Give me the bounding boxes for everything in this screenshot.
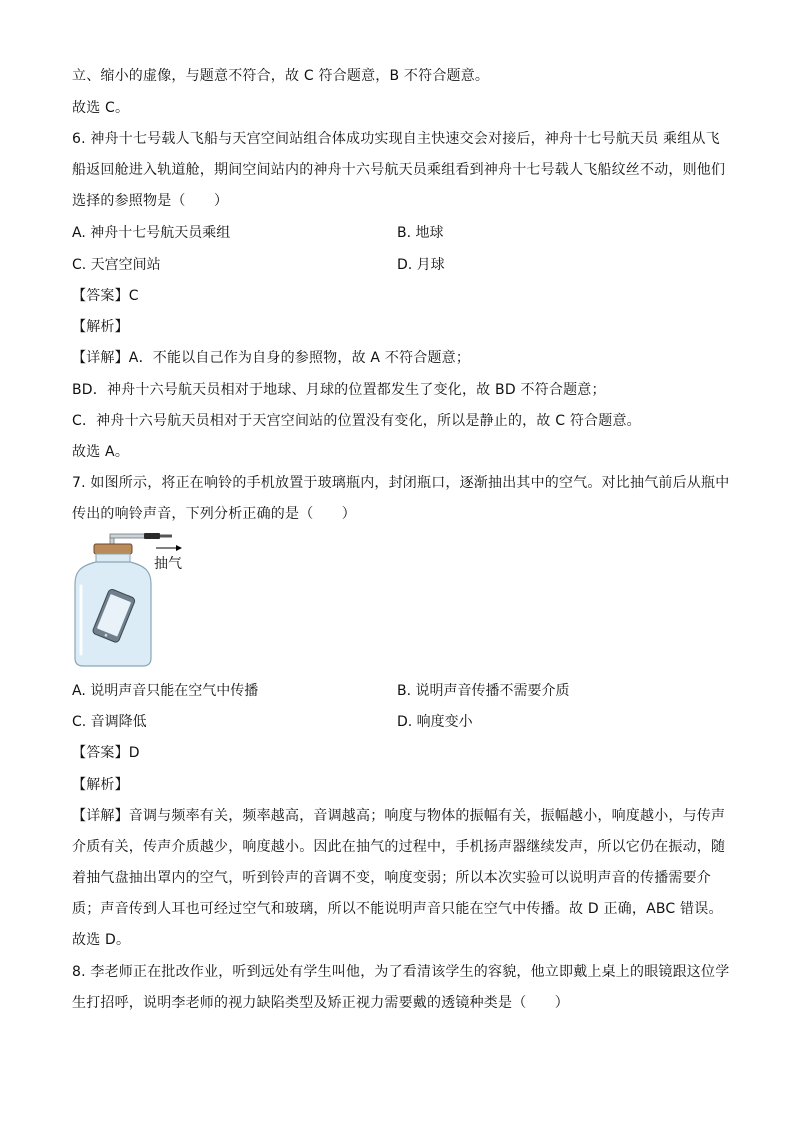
- text-line: 【详解】A．不能以自己作为自身的参照物，故 A 不符合题意；: [72, 350, 471, 366]
- text-line: 故选 D。: [72, 932, 131, 948]
- bell-jar-illustration: [70, 530, 200, 670]
- q7-option-a: A. 说明声音只能在空气中传播: [72, 683, 259, 699]
- analysis-label: 【解析】: [72, 777, 129, 793]
- text-line: 介质有关，传声介质越少，响度越小。因此在抽气的过程中，手机扬声器继续发声，所以它仍在振动，随: [72, 839, 726, 855]
- text-line: 着抽气盘抽出罩内的空气，听到铃声的音调不变，响度变弱；所以本次实验可以说明声音的传播需要介: [72, 870, 711, 886]
- question-6-stem: 6. 神舟十七号载人飞船与天宫空间站组合体成功实现自主快速交会对接后，神舟十七号航天员 乘组从飞: [72, 131, 720, 147]
- text-line: 立、缩小的虚像，与题意不符合，故 C 符合题意，B 不符合题意。: [72, 68, 490, 84]
- figure-label: 抽气: [154, 556, 182, 572]
- q7-option-b: B. 说明声音传播不需要介质: [397, 683, 570, 699]
- text-line: 质；声音传到人耳也可经过空气和玻璃，所以不能说明声音只能在空气中传播。故 D 正确，ABC 错误。: [72, 901, 723, 917]
- answer-label: 【答案】D: [72, 745, 140, 761]
- q7-option-d: D. 响度变小: [397, 714, 473, 730]
- bell-jar-figure: [70, 530, 200, 670]
- question-7-stem: 7. 如图所示，将正在响铃的手机放置于玻璃瓶内，封闭瓶口，逐渐抽出其中的空气。对比抽气前后从瓶中: [72, 475, 730, 491]
- q6-option-c: C. 天宫空间站: [72, 257, 161, 273]
- analysis-label: 【解析】: [72, 319, 129, 335]
- text-line: C．神舟十六号航天员相对于天宫空间站的位置没有变化，所以是静止的，故 C 符合题意。: [72, 413, 641, 429]
- text-line: 【详解】音调与频率有关，频率越高，音调越高；响度与物体的振幅有关，振幅越小，响度越小，与传声: [72, 808, 726, 824]
- answer-label: 【答案】C: [72, 288, 139, 304]
- text-line: 故选 A。: [72, 444, 130, 460]
- question-6-stem: 选择的参照物是（ ）: [72, 193, 229, 209]
- question-8-stem: 8. 李老师正在批改作业，听到远处有学生叫他，为了看清该学生的容貌，他立即戴上桌上的眼镜跟这位学: [72, 964, 730, 980]
- q6-option-d: D. 月球: [397, 257, 445, 273]
- q6-option-b: B. 地球: [397, 225, 444, 241]
- text-line: 故选 C。: [72, 100, 130, 116]
- q7-option-c: C. 音调降低: [72, 714, 147, 730]
- question-7-stem: 传出的响铃声音，下列分析正确的是（ ）: [72, 506, 356, 522]
- question-8-stem: 生打招呼，说明李老师的视力缺陷类型及矫正视力需要戴的透镜种类是（ ）: [72, 995, 569, 1011]
- text-line: BD．神舟十六号航天员相对于地球、月球的位置都发生了变化，故 BD 不符合题意；: [72, 382, 606, 398]
- q6-option-a: A. 神舟十七号航天员乘组: [72, 225, 231, 241]
- question-6-stem: 船返回舱进入轨道舱，期间空间站内的神舟十六号航天员乘组看到神舟十七号载人飞船纹丝不动，则他们: [72, 162, 726, 178]
